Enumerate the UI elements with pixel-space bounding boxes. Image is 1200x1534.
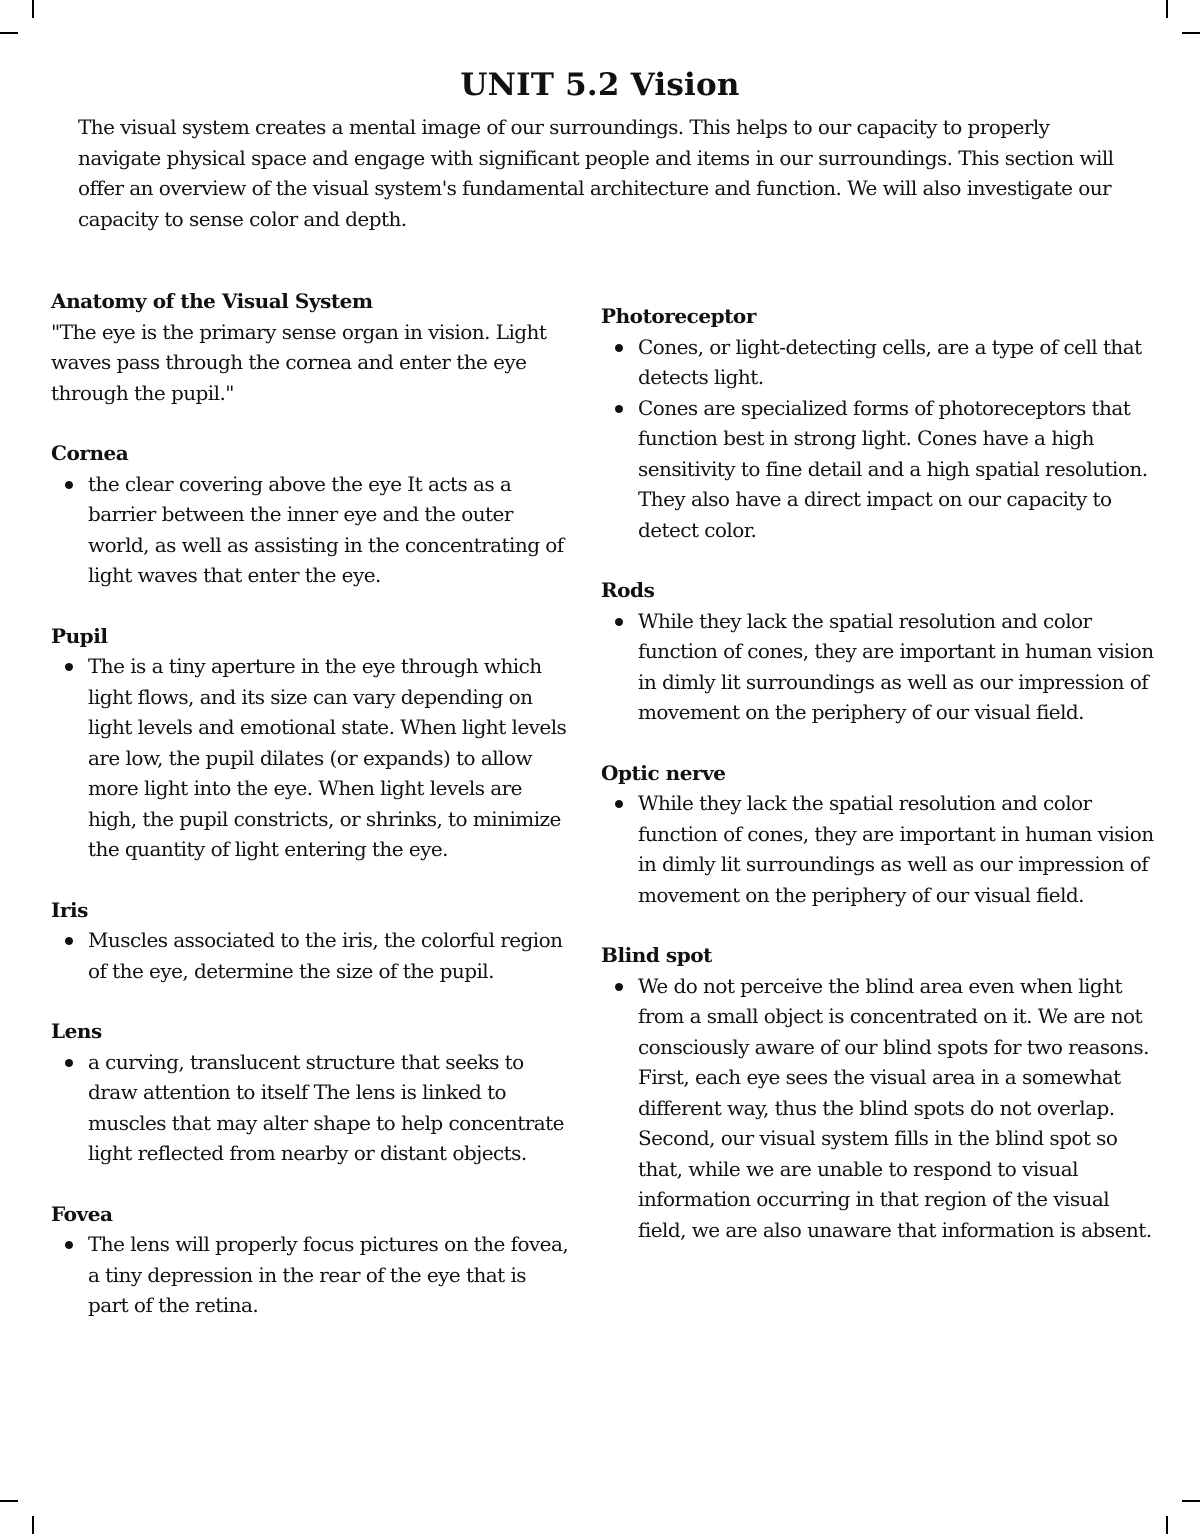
list-item — [601, 971, 1161, 1246]
list-item — [601, 788, 1161, 910]
bullet-text: While they lack the spatial resolution and color function of cones, they are important in human vision in dimly lit surroundings as well as our impression of movement on the periphery of our visual field. — [638, 791, 1154, 907]
optic-nerve-list — [601, 788, 1161, 910]
crop-mark-bottom-right — [1166, 1516, 1168, 1534]
section-heading-fovea: Fovea — [51, 1201, 113, 1226]
crop-mark-top-right — [1166, 0, 1168, 18]
crop-mark-top-left — [32, 0, 34, 18]
section-lens — [51, 1016, 571, 1169]
section-heading-pupil: Pupil — [51, 623, 108, 648]
section-heading-optic-nerve: Optic nerve — [601, 760, 726, 785]
iris-list — [51, 925, 571, 986]
section-cornea — [51, 438, 571, 591]
section-rods — [601, 575, 1161, 728]
bullet-text: We do not perceive the blind area even when light from a small object is concentrated on it. We are not consciously aware of our blind spots for two reasons. First, each eye sees the visual area in a somewhat different way, thus the blind spots do not overlap. Second, our visual system fills in the blind spot so that, while we are unable to respond to visual information occurring in that region of the visual field, we are also unaware that information is absent. — [638, 973, 1152, 1242]
list-item — [51, 1229, 571, 1321]
bullet-text: The lens will properly focus pictures on the fovea, a tiny depression in the rear of the eye that is part of the retina. — [88, 1232, 569, 1317]
section-iris — [51, 895, 571, 987]
bullet-icon — [65, 663, 73, 671]
cornea-list — [51, 469, 571, 591]
crop-mark-bottom-left — [32, 1516, 34, 1534]
crop-mark-top-left-h — [0, 32, 18, 34]
bullet-icon — [615, 618, 623, 626]
left-column — [51, 286, 571, 1351]
lens-list — [51, 1047, 571, 1169]
pupil-list — [51, 651, 571, 865]
list-item — [51, 925, 571, 986]
bullet-text: Cones are specialized forms of photoreceptors that function best in strong light. Cones have a high sensitivity to fine detail and a high spatial resolution. They also have a direct impact on our capacity to detect color. — [638, 395, 1148, 542]
section-heading-iris: Iris — [51, 897, 88, 922]
crop-mark-bottom-right-h — [1182, 1500, 1200, 1502]
list-item — [51, 1047, 571, 1169]
bullet-text: Cones, or light-detecting cells, are a type of cell that detects light. — [638, 334, 1142, 389]
section-photoreceptor — [601, 301, 1161, 545]
bullet-icon — [65, 937, 73, 945]
bullet-icon — [615, 344, 623, 352]
list-item — [601, 332, 1161, 393]
section-heading-cornea: Cornea — [51, 441, 129, 465]
bullet-icon — [65, 1059, 73, 1067]
section-optic-nerve — [601, 758, 1161, 911]
anatomy-text: "The eye is the primary sense organ in vision. Light waves pass through the cornea and enter the eye through the pupil." — [51, 319, 547, 405]
bullet-icon — [615, 405, 623, 413]
bullet-icon — [615, 800, 623, 808]
rods-list — [601, 606, 1161, 728]
list-item — [51, 469, 571, 591]
section-heading-blind-spot: Blind spot — [601, 943, 712, 967]
section-blind-spot — [601, 940, 1161, 1245]
list-item — [601, 393, 1161, 546]
bullet-text: the clear covering above the eye It acts as a barrier between the inner eye and the outer world, as well as assisting in the concentrating of light waves that enter the eye. — [88, 471, 564, 587]
bullet-icon — [65, 1241, 73, 1249]
list-item — [51, 651, 571, 865]
list-item — [601, 606, 1161, 728]
section-heading-lens: Lens — [51, 1019, 102, 1043]
section-anatomy — [51, 286, 571, 408]
bullet-icon — [65, 481, 73, 489]
fovea-list — [51, 1229, 571, 1321]
bullet-text: While they lack the spatial resolution and color function of cones, they are important in human vision in dimly lit surroundings as well as our impression of movement on the periphery of our visual field. — [638, 608, 1154, 724]
crop-mark-top-right-h — [1182, 32, 1200, 34]
right-column — [601, 301, 1161, 1275]
bullet-text: Muscles associated to the iris, the colorful region of the eye, determine the size of the pupil. — [88, 928, 563, 983]
section-fovea — [51, 1199, 571, 1321]
bullet-text: a curving, translucent structure that seeks to draw attention to itself The lens is linked to muscles that may alter shape to help concentrate light reflected from nearby or distant objects. — [88, 1049, 564, 1165]
section-pupil — [51, 621, 571, 865]
photoreceptor-list — [601, 332, 1161, 546]
section-heading-anatomy: Anatomy of the Visual System — [51, 289, 373, 313]
blind-spot-list — [601, 971, 1161, 1246]
page-title: UNIT 5.2 Vision — [460, 66, 740, 103]
section-heading-photoreceptor: Photoreceptor — [601, 304, 756, 328]
bullet-text: The is a tiny aperture in the eye through which light flows, and its size can vary depending on light levels and emotional state. When light levels are low, the pupil dilates (or expands) to allow more light into the eye. When light levels are high, the pupil constricts, or shrinks, to minimize the quantity of light entering the eye. — [88, 654, 567, 861]
section-heading-rods: Rods — [601, 578, 655, 602]
bullet-icon — [615, 983, 623, 991]
intro-paragraph: The visual system creates a mental image of our surroundings. This helps to our capacity to properly navigate physical space and engage with significant people and items in our surroundings. This section will offer an overview of the visual system's fundamental architecture and function. We will also investigate our capacity to sense color and depth. — [78, 115, 1114, 231]
crop-mark-bottom-left-h — [0, 1500, 18, 1502]
